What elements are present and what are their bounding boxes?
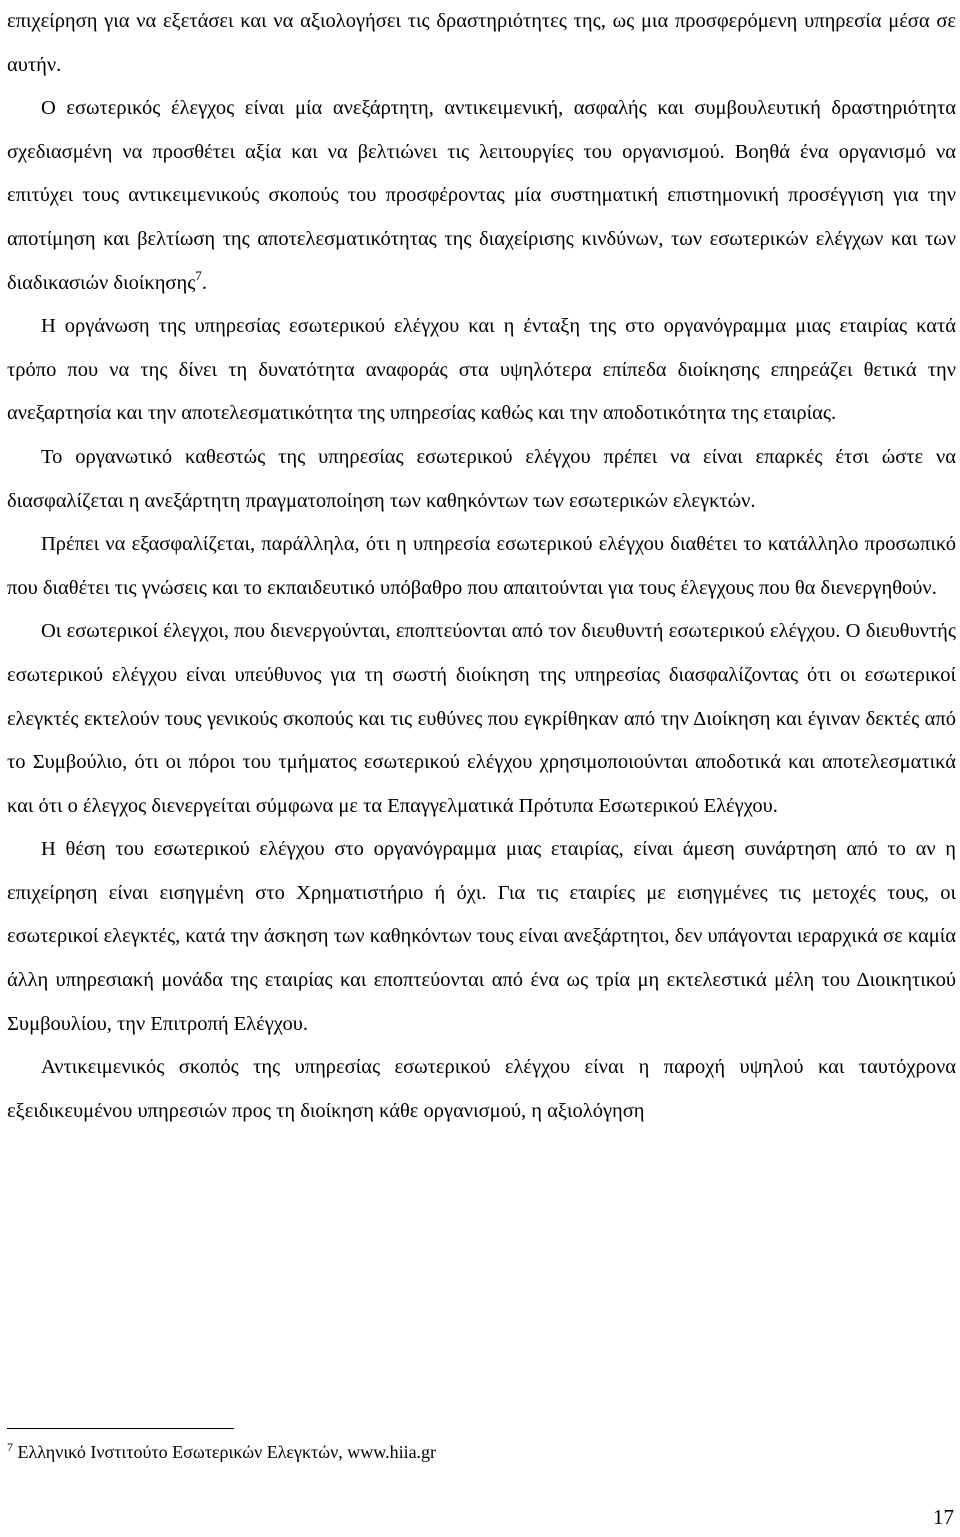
- paragraph-2: [7, 87, 956, 305]
- paragraph-6: Οι εσωτερικοί έλεγχοι, που διενεργούνται, εποπτεύονται από τον διευθυντή εσωτερικού ελέγχου. Ο διευθυντής εσωτερικού ελέγχου είναι υπεύθυνος για τη σωστή διοίκηση της υπηρεσίας διασφαλίζοντας ότι οι εσωτερικοί ελεγκτές εκτελούν τους γενικούς σκοπούς και τις ευθύνες που εγκρίθηκαν από την Διοίκηση και έγιναν δεκτές από το Συμβούλιο, ότι οι πόροι του τμήματος εσωτερικού ελέγχου χρησιμοποιούνται αποδοτικά και αποτελεσματικά και ότι ο έλεγχος διενεργείται σύμφωνα με τα Επαγγελματικά Πρότυπα Εσωτερικού Ελέγχου.: [7, 620, 956, 817]
- paragraph-4: Το οργανωτικό καθεστώς της υπηρεσίας εσωτερικού ελέγχου πρέπει να είναι επαρκές έτσι ώστε να διασφαλίζεται η ανεξάρτητη πραγματοποίηση των καθηκόντων των εσωτερικών ελεγκτών.: [7, 445, 956, 512]
- paragraph-3: Η οργάνωση της υπηρεσίας εσωτερικού ελέγχου και η ένταξη της στο οργανόγραμμα μιας εταιρίας κατά τρόπο που να της δίνει τη δυνατότητα αναφοράς στα υψηλότερα επίπεδα διοίκησης επηρεάζει θετικά την ανεξαρτησία και την αποτελεσματικότητα της υπηρεσίας καθώς και την αποδοτικότητα της εταιρίας.: [7, 315, 956, 425]
- footnote-text: Ελληνικό Ινστιτούτο Εσωτερικών Ελεγκτών, www.hiia.gr: [17, 1442, 437, 1462]
- paragraph-8: Αντικειμενικός σκοπός της υπηρεσίας εσωτερικού ελέγχου είναι η παροχή υψηλού και ταυτόχρονα εξειδικευμένου υπηρεσιών προς τη διοίκηση κάθε οργανισμού, η αξιολόγηση: [7, 1056, 956, 1122]
- footnote-reference: 7: [195, 267, 202, 283]
- paragraph-1: επιχείρηση για να εξετάσει και να αξιολογήσει τις δραστηριότητες της, ως μια προσφερόμενη υπηρεσία μέσα σε αυτήν.: [7, 10, 956, 76]
- paragraph-2-end: .: [201, 271, 207, 294]
- paragraph-5: Πρέπει να εξασφαλίζεται, παράλληλα, ότι η υπηρεσία εσωτερικού ελέγχου διαθέτει το κατάλληλο προσωπικό που διαθέτει τις γνώσεις και το εκπαιδευτικό υπόβαθρο που απαιτούνται για τους έλεγχους που θα διενεργηθούν.: [7, 533, 956, 599]
- paragraph-2-text: Ο εσωτερικός έλεγχος είναι μία ανεξάρτητη, αντικειμενική, ασφαλής και συμβουλευτική δραστηριότητα σχεδιασμένη να προσθέτει αξία και να βελτιώνει τις λειτουργίες του οργανισμού. Βοηθά ένα οργανισμό να επιτύχει τους αντικειμενικούς σκοπούς του προσφέροντας μία συστηματική επιστημονική προσέγγιση για την αποτίμηση και βελτίωση της αποτελεσματικότητας της διαχείρισης κινδύνων, των εσωτερικών ελέγχων και των διαδικασιών διοίκησης: [7, 97, 956, 294]
- paragraph-7: Η θέση του εσωτερικού ελέγχου στο οργανόγραμμα μιας εταιρίας, είναι άμεση συνάρτηση από το αν η επιχείρηση είναι εισηγμένη στο Χρηματιστήριο ή όχι. Για τις εταιρίες με εισηγμένες τις μετοχές τους, οι εσωτερικοί ελεγκτές, κατά την άσκηση των καθηκόντων τους είναι ανεξάρτητοι, δεν υπάγονται ιεραρχικά σε καμία άλλη υπηρεσιακή μονάδα της εταιρίας και εποπτεύονται από ένα ως τρία μη εκτελεστικά μέλη του Διοικητικού Συμβουλίου, την Επιτροπή Ελέγχου.: [7, 838, 956, 1035]
- footnote-number: 7: [7, 1440, 13, 1454]
- footnote: [7, 1440, 436, 1464]
- document-page: [7, 0, 956, 1133]
- footnote-separator: [7, 1428, 234, 1429]
- page-number: 17: [933, 1505, 954, 1529]
